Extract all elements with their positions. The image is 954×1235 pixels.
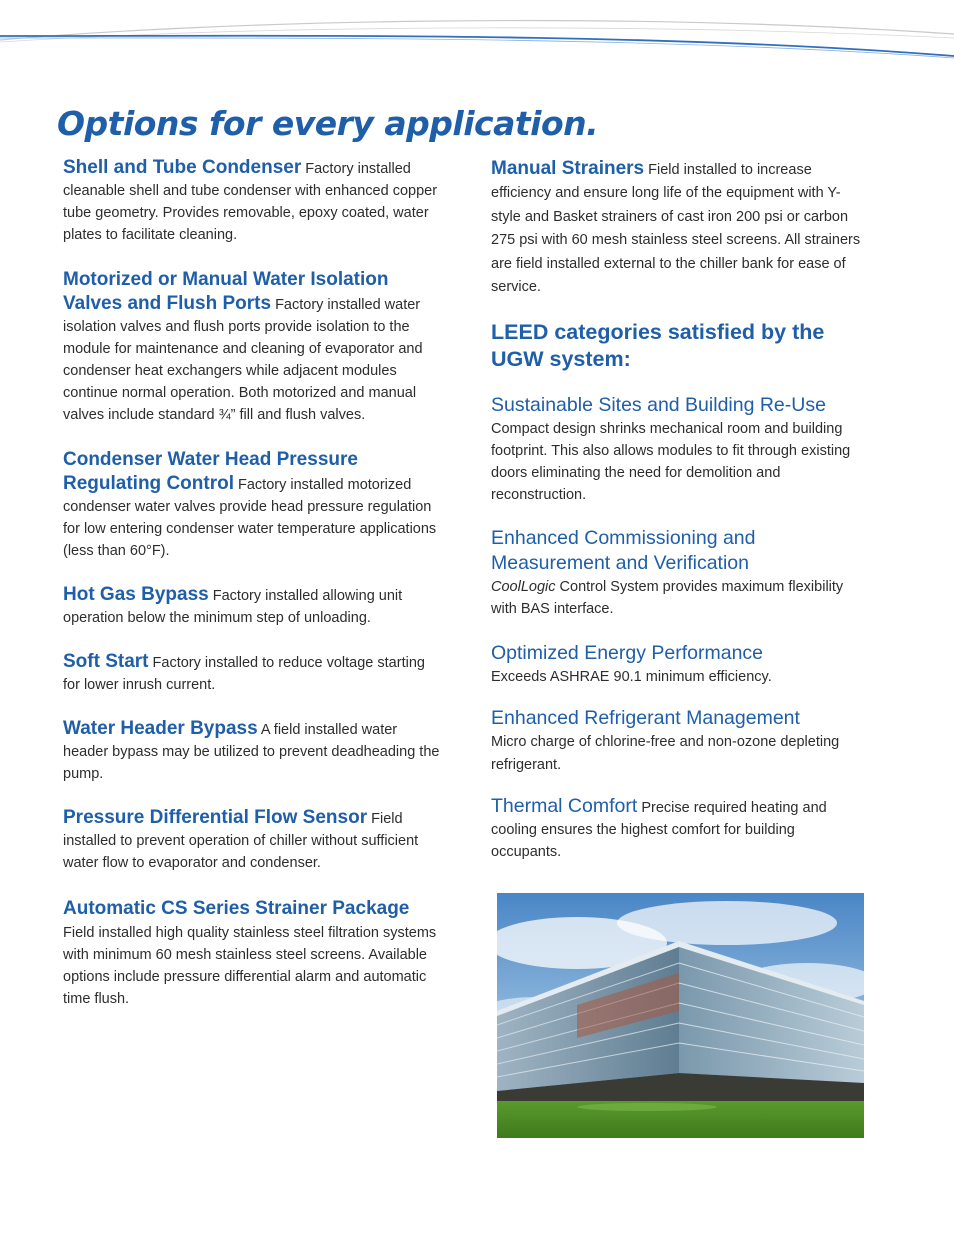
leed-item-heading: Enhanced Refrigerant Management bbox=[491, 707, 800, 730]
leed-item-body: Compact design shrinks mechanical room and building footprint. This also allows modules to fit through existing doors eliminating the need for demolition and reconstruction. bbox=[491, 421, 851, 504]
leed-item-refrigerant-management bbox=[491, 706, 863, 777]
header-swoosh bbox=[0, 0, 954, 70]
building-photo bbox=[497, 893, 864, 1138]
leed-item-thermal-comfort bbox=[491, 795, 863, 863]
leed-item-commissioning bbox=[491, 526, 863, 620]
leed-item-body: Exceeds ASHRAE 90.1 minimum efficiency. bbox=[491, 669, 772, 686]
page-title: Options for every application. bbox=[57, 104, 599, 143]
option-body: Factory installed allowing unit operation below the minimum step of unloading. bbox=[63, 588, 403, 626]
option-cs-strainer-package bbox=[63, 896, 443, 1010]
leed-item-heading: Optimized Energy Performance bbox=[491, 642, 764, 665]
option-body: Factory installed motorized condenser water valves provide head pressure regulation for low entering condenser water temperature applications (less than 60°F). bbox=[63, 477, 437, 559]
option-shell-tube-condenser bbox=[63, 157, 443, 246]
left-options-column bbox=[63, 157, 443, 1010]
leed-item-body: Precise required heating and cooling ensures the highest comfort for building occupants. bbox=[491, 800, 827, 861]
option-body: Field installed to increase efficiency and ensure long life of the equipment with Y-style and Basket strainers of cast iron 200 psi or carbon 275 psi with 60 mesh stainless steel screens. All strainers are field installed external to the chiller bank for ease of service. bbox=[491, 162, 861, 296]
option-heading: Condenser Water Head Pressure Regulating Control bbox=[63, 449, 358, 494]
leed-item-heading: Thermal Comfort bbox=[491, 795, 638, 818]
option-body: Factory installed water isolation valves and flush ports provide isolation to the module for maintenance and cleaning of evaporator and condenser heat exchangers while adjacent modules continue normal operation. Both motorized and manual valves include standard ¾” fill and flush valves. bbox=[63, 297, 423, 423]
leed-item-sustainable-sites bbox=[491, 393, 863, 506]
option-heading: Motorized or Manual Water Isolation Valves and Flush Ports bbox=[63, 269, 389, 314]
option-hot-gas-bypass bbox=[63, 584, 443, 629]
option-water-header-bypass bbox=[63, 718, 443, 785]
option-heading: Shell and Tube Condenser bbox=[63, 157, 302, 178]
option-heading: Hot Gas Bypass bbox=[63, 584, 209, 605]
leed-item-energy-performance bbox=[491, 640, 863, 688]
leed-item-body: Micro charge of chlorine-free and non-ozone depleting refrigerant. bbox=[491, 734, 840, 774]
option-heading: Water Header Bypass bbox=[63, 718, 258, 739]
leed-item-body: CoolLogic Control System provides maximum flexibility with BAS interface. bbox=[491, 579, 844, 618]
option-body: A field installed water header bypass may be utilized to prevent deadheading the pump. bbox=[63, 722, 440, 782]
option-heading: Manual Strainers bbox=[491, 158, 645, 179]
option-heading: Pressure Differential Flow Sensor bbox=[63, 807, 368, 828]
option-soft-start bbox=[63, 651, 443, 696]
option-water-isolation-valves bbox=[63, 268, 443, 426]
option-body: Factory installed to reduce voltage starting for lower inrush current. bbox=[63, 655, 425, 693]
right-options-column bbox=[491, 157, 863, 863]
building-photo-illustration bbox=[497, 893, 864, 1138]
option-heading: Soft Start bbox=[63, 651, 149, 672]
leed-section-title: LEED categories satisfied by the UGW system: bbox=[491, 320, 825, 372]
option-flow-sensor bbox=[63, 807, 443, 874]
option-manual-strainers bbox=[491, 157, 863, 299]
option-head-pressure-control bbox=[63, 448, 443, 562]
option-heading: Automatic CS Series Strainer Package bbox=[63, 898, 410, 919]
option-body: Field installed to prevent operation of chiller without sufficient water flow to evaporator and condenser. bbox=[63, 811, 419, 871]
leed-item-heading: Enhanced Commissioning and Measurement and Verification bbox=[491, 527, 756, 575]
coollogic-brand: CoolLogic bbox=[491, 579, 556, 596]
leed-item-heading: Sustainable Sites and Building Re-Use bbox=[491, 394, 826, 417]
option-body: Field installed high quality stainless steel filtration systems with minimum 60 mesh stainless steel screens. Available options include pressure differential alarm and automatic time flush. bbox=[63, 925, 437, 1007]
option-body: Factory installed cleanable shell and tube condenser with enhanced copper tube geometry. Provides removable, epoxy coated, water plates to facilitate cleaning. bbox=[63, 161, 438, 243]
